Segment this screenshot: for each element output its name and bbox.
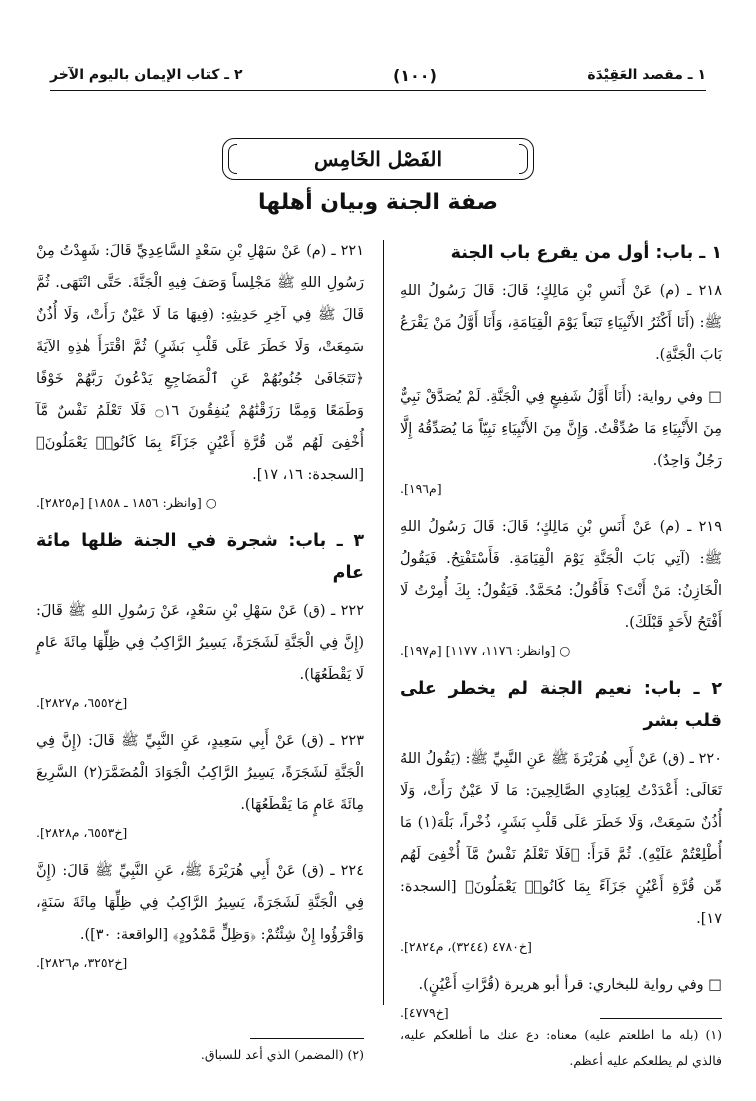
header-section-title: ١ ـ مقصد العَقِيْدَة	[587, 67, 706, 83]
hadith-224-ref: [خ٣٢٥٢، م٢٨٢٦].	[36, 955, 128, 970]
bab-heading-2: ٢ ـ باب: نعيم الجنة لم يخطر على قلب بشر	[400, 679, 722, 731]
page-number: (١٠٠)	[392, 65, 437, 85]
hadith-220-text: ٢٢٠ ـ (ق) عَنْ أَبِي هُرَيْرَةَ ﷺ عَنِ النَّبِيِّ ﷺ: (يَقُولُ اللهُ تَعَالَى: أَعْدَدْتُ لِعِبَادِي الصَّالِحِينَ: مَا لَا عَيْنٌ رَأَتْ، وَلَا أُذُنٌ سَمِعَتْ، وَلَا خَطَرَ عَلَى قَلْبِ بَشَرٍ، ذُخْراً، بَلْهَ(١) مَا أُطْلِعْتُمْ عَلَيْهِ). ثُمَّ قَرَأَ: ﴿فَلَا تَعْلَمُ نَفْسٌ مَّآ أُخْفِىَ لَهُم مِّن قُرَّةِ أَعْيُنٍ جَزَآءً بِمَا كَانُوا۟ يَعْمَلُونَ﴾ [السجدة: ١٧].	[400, 751, 722, 927]
running-header	[50, 62, 706, 88]
hadith-223-ref: [خ٦٥٥٣، م٢٨٢٨].	[36, 825, 128, 840]
header-rule	[50, 90, 706, 91]
footnote-1: (١) (بله ما اطلعتم عليه) معناه: دع عنك ما أطلعكم عليه، فالذي لم يطلعكم عليه أعظم.	[400, 1027, 722, 1068]
footnote-2: (٢) (المضمر) الذي أعد للسباق.	[200, 1047, 364, 1062]
bab-heading-1: ١ ـ باب: أول من يقرع باب الجنة	[450, 243, 722, 263]
hadith-220-variant-ref: [خ٤٧٧٩].	[400, 1005, 449, 1020]
chapter-frame	[222, 138, 534, 180]
footnote-rule-left	[250, 1038, 364, 1039]
hadith-223-text: ٢٢٣ ـ (ق) عَنْ أَبِي سَعِيدٍ، عَنِ النَّبِيِّ ﷺ قَالَ: (إِنَّ فِي الْجَنَّةِ لَشَجَرَةً، يَسِيرُ الرَّاكِبُ الْجَوَادَ الْمُضَمَّرَ(٢) السَّرِيعَ مِائَةَ عَامٍ مَا يَقْطَعُهَا).	[36, 733, 364, 813]
hadith-224	[36, 855, 364, 975]
hadith-219-text: ٢١٩ ـ (م) عَنْ أَنَسِ بْنِ مَالِكٍ؛ قَالَ: قَالَ رَسُولُ اللهِ ﷺ: (آتِي بَابَ الْجَنَّةِ يَوْمَ الْقِيَامَةِ. فَأَسْتَفْتِحُ. فَيَقُولُ الْخَازِنُ: مَنْ أَنْتَ؟ فَأَقُولُ: مُحَمَّدٌ. فَيَقُولُ: بِكَ أُمِرْتُ لَا أَفْتَحُ لأَحَدٍ قَبْلَكَ).	[400, 519, 722, 631]
hadith-221-text: ٢٢١ ـ (م) عَنْ سَهْلِ بْنِ سَعْدٍ السَّاعِدِيِّ قَالَ: شَهِدْتُ مِنْ رَسُولِ اللهِ ﷺ مَجْلِساً وَصَفَ فِيهِ الْجَنَّةَ. حَتَّى انْتَهَى. ثُمَّ قَالَ ﷺ فِي آخِرِ حَدِيثِهِ: (فِيهَا مَا لَا عَيْنٌ رَأَتْ، وَلَا أُذُنٌ سَمِعَتْ، وَلَا خَطَرَ عَلَى قَلْبِ بَشَرٍ) ثُمَّ اقْتَرَأَ هٰذِهِ الآيَةَ ﴿تَتَجَافَىٰ جُنُوبُهُمْ عَنِ ٱلْمَضَاجِعِ يَدْعُونَ رَبَّهُمْ خَوْفًا وَطَمَعًا وَمِمَّا رَزَقْنَٰهُمْ يُنفِقُونَ ۝١٦ فَلَا تَعْلَمُ نَفْسٌ مَّآ أُخْفِىَ لَهُم مِّن قُرَّةِ أَعْيُنٍ جَزَآءً بِمَا كَانُوا۟ يَعْمَلُونَ﴾ [السجدة: ١٦، ١٧].	[36, 243, 364, 483]
right-column	[400, 235, 722, 1035]
hadith-221	[36, 235, 364, 515]
hadith-220-variant-text: □ وفي رواية للبخاري: قرأ أبو هريرة (قُرَّاتِ أَعْيُنٍ).	[418, 977, 722, 993]
hadith-220	[400, 743, 722, 959]
hadith-223	[36, 725, 364, 845]
hadith-218	[400, 275, 722, 371]
page-title: صفة الجنة وبيان أهلها	[258, 190, 498, 215]
hadith-222-ref: [خ٦٥٥٢، م٢٨٢٧].	[36, 695, 128, 710]
header-book-title: ٢ ـ كتاب الإيمان باليوم الآخر	[50, 67, 243, 83]
chapter-title: الفَصْل الخَامِس	[313, 147, 443, 171]
footnote-rule-right	[600, 1018, 722, 1019]
hadith-221-ref: ○ [وانظر: ١٨٥٦ ـ ١٨٥٨] [م٢٨٢٥].	[36, 495, 217, 510]
hadith-219-ref: ○ [وانظر: ١١٧٦، ١١٧٧] [م١٩٧].	[400, 643, 571, 658]
hadith-218-variant-text: □ وفي رواية: (أَنَا أَوَّلُ شَفِيعٍ فِي الْجَنَّةِ. لَمْ يُصَدَّقْ نَبِيٌّ مِنَ الأَنْبِيَاءِ مَا صُدِّقْتُ. وَإِنَّ مِنَ الأَنْبِيَاءِ نَبِيّاً مَا يُصَدِّقُهُ إِلَّا رَجُلٌ وَاحِدٌ).	[400, 389, 722, 469]
hadith-218-text: ٢١٨ ـ (م) عَنْ أَنَسِ بْنِ مَالِكٍ؛ قَالَ: قَالَ رَسُولُ اللهِ ﷺ: (أَنَا أَكْثَرُ الأَنْبِيَاءِ تَبَعاً يَوْمَ الْقِيَامَةِ، وَأَنَا أَوَّلُ مَنْ يَقْرَعُ بَابَ الْجَنَّةِ).	[400, 283, 722, 363]
hadith-220-variant	[400, 969, 722, 1025]
column-divider	[383, 240, 384, 1005]
hadith-220-ref: [خ٤٧٨٠ (٣٢٤٤)، م٢٨٢٤].	[400, 939, 532, 954]
bab-heading-3: ٣ ـ باب: شجرة في الجنة ظلها مائة عام	[36, 531, 364, 583]
hadith-222	[36, 595, 364, 715]
left-column	[36, 235, 364, 985]
hadith-222-text: ٢٢٢ ـ (ق) عَنْ سَهْلِ بْنِ سَعْدٍ، عَنْ رَسُولِ اللهِ ﷺ قَالَ: (إِنَّ فِي الْجَنَّةِ لَشَجَرَةً، يَسِيرُ الرَّاكِبُ فِي ظِلِّهَا مِائَةَ عَامٍ لَا يَقْطَعُهَا).	[36, 603, 364, 683]
hadith-218-ref: [م١٩٦].	[400, 481, 442, 496]
hadith-224-text: ٢٢٤ ـ (ق) عَنْ أَبِي هُرَيْرَةَ ﷺ، عَنِ النَّبِيِّ ﷺ قَالَ: (إِنَّ فِي الْجَنَّةِ لَشَجَرَةً، يَسِيرُ الرَّاكِبُ فِي ظِلِّهَا مِائَةَ سَنَةٍ، وَاقْرَؤُوا إِنْ شِئْتُمْ: ﴿وَظِلٍّ مَّمْدُودٍ﴾ [الواقعة: ٣٠]).	[36, 863, 364, 943]
hadith-219	[400, 511, 722, 663]
hadith-218-variant	[400, 381, 722, 501]
